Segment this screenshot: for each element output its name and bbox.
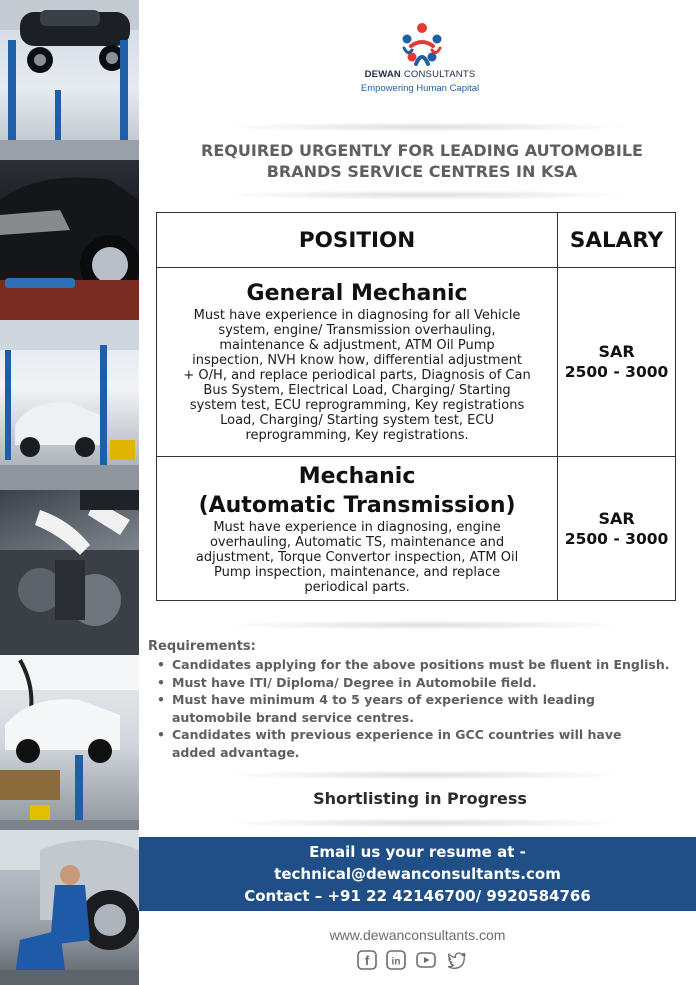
headline-line-2: BRANDS SERVICE CENTRES IN KSA bbox=[266, 162, 578, 181]
job-description-line: reprogramming, Key registrations. bbox=[245, 428, 469, 443]
list-item bbox=[148, 674, 688, 692]
brand-name bbox=[300, 69, 540, 80]
contact-email-link[interactable]: technical@dewanconsultants.com bbox=[274, 865, 561, 883]
job-title bbox=[157, 459, 557, 520]
facebook-icon[interactable] bbox=[357, 950, 377, 970]
list-item-line: • Must have minimum 4 to 5 years of experience with leading bbox=[172, 692, 595, 707]
website-link[interactable]: www.dewanconsultants.com bbox=[329, 927, 506, 943]
table-header-row bbox=[157, 213, 676, 268]
youtube-icon[interactable] bbox=[416, 950, 436, 970]
position-cell bbox=[157, 268, 558, 457]
job-description-line: Bus System, Electrical Load, Charging/ Starting bbox=[203, 383, 511, 398]
dewan-logo-icon bbox=[398, 20, 446, 68]
list-item-line: automobile brand service centres. bbox=[172, 709, 414, 725]
table-row bbox=[157, 457, 676, 601]
twitter-icon[interactable] bbox=[447, 950, 467, 970]
mechanic-wheel-photo bbox=[0, 830, 139, 985]
job-title-line: General Mechanic bbox=[246, 281, 468, 306]
salary-currency: SAR bbox=[598, 342, 635, 361]
job-description-line: system test, ECU reprogramming, Key registrations bbox=[189, 398, 525, 413]
divider bbox=[215, 190, 635, 200]
list-item-line: added advantage. bbox=[172, 744, 300, 760]
table-row bbox=[157, 268, 676, 457]
job-description-line: system, engine/ Transmission overhauling, bbox=[218, 323, 496, 338]
positions-table bbox=[156, 212, 676, 601]
headline bbox=[160, 140, 684, 182]
job-description-line: maintenance & adjustment, ATM Oil Pump bbox=[219, 338, 495, 353]
headline-line-1: REQUIRED URGENTLY FOR LEADING AUTOMOBILE bbox=[201, 141, 643, 160]
job-title-line: Mechanic bbox=[298, 463, 416, 489]
job-description bbox=[157, 520, 557, 599]
brand-tagline: Empowering Human Capital bbox=[360, 83, 480, 94]
engine-repair-photo bbox=[0, 490, 139, 655]
white-car-lift-photo bbox=[0, 655, 139, 830]
contact-band bbox=[139, 837, 696, 911]
job-description-line: + O/H, and replace periodical parts, Diagnosis of Can bbox=[183, 368, 531, 383]
contact-phone: Contact – +91 22 42146700/ 9920584766 bbox=[244, 887, 591, 905]
job-description-line: Load, Charging/ Starting system test, ECU bbox=[220, 413, 494, 428]
contact-intro: Email us your resume at - bbox=[309, 843, 526, 861]
job-description-line: Must have experience in diagnosing for all Vehicle bbox=[193, 308, 521, 323]
position-cell bbox=[157, 457, 558, 601]
linkedin-icon[interactable] bbox=[386, 950, 406, 970]
divider bbox=[215, 818, 635, 828]
list-item bbox=[148, 691, 688, 726]
shortlisting-status: Shortlisting in Progress bbox=[313, 789, 527, 808]
service-bay-photo bbox=[0, 320, 139, 490]
facebook-glyph: f bbox=[364, 953, 370, 968]
brand-name-bold: DEWAN bbox=[364, 69, 401, 80]
salary-currency: SAR bbox=[598, 508, 635, 528]
position-header: POSITION bbox=[157, 213, 558, 268]
job-description-line: Pump inspection, maintenance, and replace bbox=[213, 564, 501, 580]
divider bbox=[215, 770, 635, 780]
list-item-line: • Candidates with previous experience in GCC countries will have bbox=[172, 727, 622, 742]
salary-range: 2500 - 3000 bbox=[564, 363, 669, 381]
job-description bbox=[157, 308, 557, 449]
requirements-list bbox=[148, 656, 688, 761]
car-lift-photo bbox=[0, 0, 139, 160]
list-item-line: • Candidates applying for the above positions must be fluent in English. bbox=[172, 657, 670, 672]
divider bbox=[215, 620, 635, 630]
sports-car-photo bbox=[0, 160, 139, 320]
job-description-line: adjustment, Torque Convertor inspection, ATM Oil bbox=[195, 549, 519, 565]
job-title-line: (Automatic Transmission) bbox=[198, 492, 516, 518]
requirements-title: Requirements: bbox=[148, 639, 256, 654]
divider bbox=[215, 122, 635, 132]
job-description-line: periodical parts. bbox=[304, 579, 410, 595]
list-item-line: • Must have ITI/ Diploma/ Degree in Automobile field. bbox=[172, 674, 537, 690]
job-description-line: inspection, NVH know how, differential adjustment bbox=[192, 353, 522, 368]
salary-header: SALARY bbox=[558, 213, 676, 268]
job-title bbox=[157, 275, 557, 308]
job-description-line: overhauling, Automatic TS, maintenance and bbox=[209, 534, 505, 550]
list-item bbox=[148, 656, 688, 674]
salary-cell bbox=[558, 457, 676, 601]
brand-name-rest: CONSULTANTS bbox=[401, 69, 476, 80]
salary-range: 2500 - 3000 bbox=[564, 529, 669, 548]
job-description-line: Must have experience in diagnosing, engine bbox=[213, 519, 501, 535]
photo-strip bbox=[0, 0, 139, 985]
list-item bbox=[148, 726, 688, 761]
linkedin-glyph: in bbox=[391, 956, 401, 968]
salary-cell bbox=[558, 268, 676, 457]
